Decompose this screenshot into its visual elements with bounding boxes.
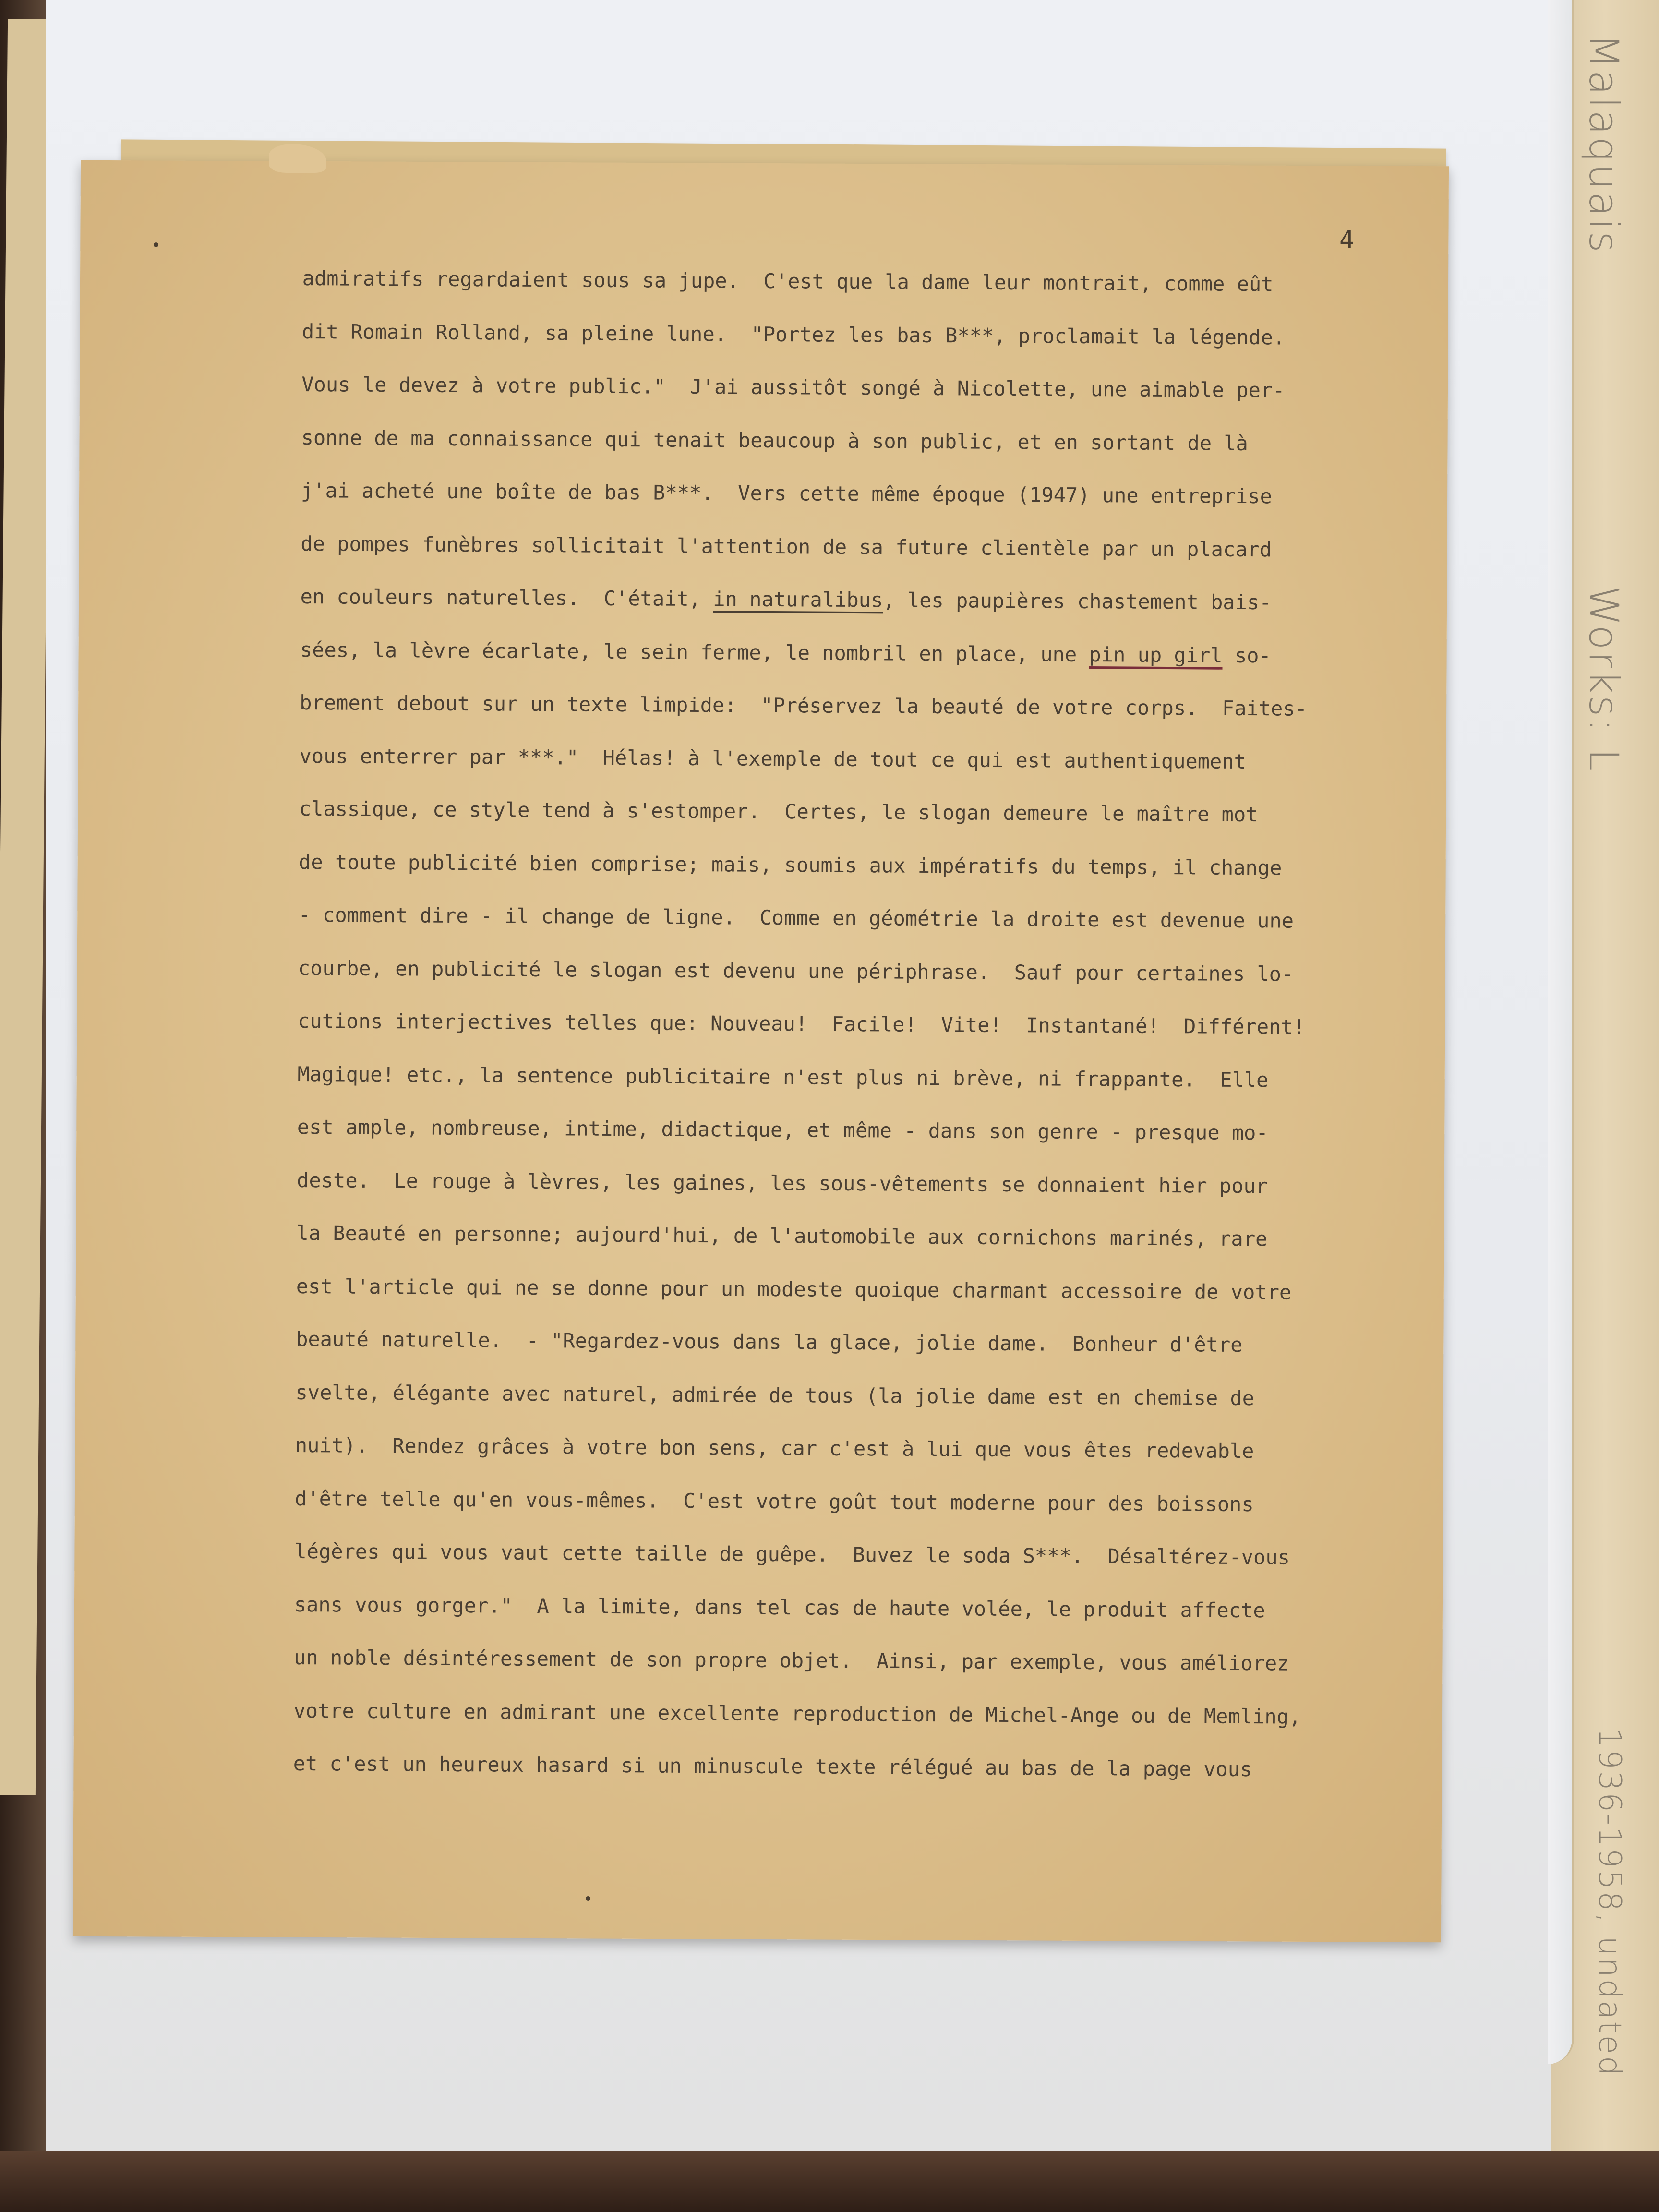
underlined-phrase: pin up girl: [1089, 642, 1223, 667]
text-line: j'ai acheté une boîte de bas B***. Vers cette même époque (1947) une entreprise: [301, 478, 1272, 508]
text-line: svelte, élégante avec naturel, admirée de tous (la jolie dame est en chemise de: [295, 1380, 1255, 1410]
text-line: deste. Le rouge à lèvres, les gaines, les sous-vêtements se donnaient hier pour: [297, 1168, 1268, 1198]
text-line: en couleurs naturelles. C'était, in naturalibus, les paupières chastement bais-: [300, 584, 1272, 614]
text-line: de toute publicité bien comprise; mais, soumis aux impératifs du temps, il change: [299, 850, 1282, 879]
background-bottom: [0, 2151, 1659, 2212]
text-line: sonne de ma connaissance qui tenait beaucoup à son public, et en sortant de là: [301, 425, 1249, 455]
text-line: brement debout sur un texte limpide: "Préservez la beauté de votre corps. Faites-: [300, 690, 1308, 721]
underlined-phrase: in naturalibus: [713, 587, 883, 612]
text-line: votre culture en admirant une excellente reproduction de Michel-Ange ou de Memling,: [293, 1698, 1301, 1729]
text-line: cutions interjectives telles que: Nouveau! Facile! Vite! Instantané! Différent!: [298, 1009, 1306, 1039]
paper-speck: [154, 242, 158, 247]
text-line: de pompes funèbres sollicitait l'attention de sa future clientèle par un placard: [301, 531, 1272, 561]
folder-label-dates: 1936-1958, undated: [1592, 1728, 1627, 2078]
text-line: un noble désintéressement de son propre objet. Ainsi, par exemple, vous améliorez: [293, 1645, 1289, 1675]
text-line: légères qui vous vaut cette taille de guêpe. Buvez le soda S***. Désaltérez-vous: [294, 1539, 1290, 1569]
text-line: Magique! etc., la sentence publicitaire n'est plus ni brève, ni frappante. Elle: [297, 1062, 1269, 1092]
text-line: - comment dire - il change de ligne. Comme en géométrie la droite est devenue une: [298, 902, 1294, 933]
text-line: dit Romain Rolland, sa pleine lune. "Portez les bas B***, proclamait la légende.: [301, 319, 1286, 349]
page-number: 4: [1339, 226, 1355, 254]
text-line: courbe, en publicité le slogan est devenu une périphrase. Sauf pour certaines lo-: [298, 956, 1294, 986]
folder-label-name: Malaquais: [1580, 34, 1627, 254]
paper-speck: [586, 1896, 590, 1901]
text-line: nuit). Rendez grâces à votre bon sens, car c'est à lui que vous êtes redevable: [295, 1433, 1254, 1463]
text-line: la Beauté en personne; aujourd'hui, de l'automobile aux cornichons marinés, rare: [296, 1221, 1268, 1251]
text-line: est ample, nombreuse, intime, didactique, et même - dans son genre - presque mo-: [297, 1115, 1268, 1145]
text-line: beauté naturelle. - "Regardez-vous dans la glace, jolie dame. Bonheur d'être: [296, 1327, 1243, 1357]
text-line: classique, ce style tend à s'estomper. Certes, le slogan demeure le maître mot: [299, 796, 1258, 827]
text-line: d'être telle qu'en vous-mêmes. C'est votre goût tout moderne pour des boissons: [294, 1486, 1254, 1516]
text-line: et c'est un heureux hasard si un minuscule texte rélégué au bas de la page vous: [293, 1751, 1252, 1781]
text-line: sées, la lèvre écarlate, le sein ferme, le nombril en place, une pin up girl so-: [300, 637, 1271, 667]
folder-label-series: Works: L: [1580, 586, 1627, 773]
folder-divider-edge: [1548, 0, 1574, 2064]
text-line: vous enterrer par ***." Hélas! à l'exemple de tout ce qui est authentiquement: [299, 744, 1247, 773]
text-line: est l'article qui ne se donne pour un modeste quoique charmant accessoire de votre: [296, 1274, 1292, 1304]
text-line: sans vous gorger." A la limite, dans tel cas de haute volée, le produit affecte: [294, 1592, 1265, 1622]
text-line: admiratifs regardaient sous sa jupe. C'est que la dame leur montrait, comme eût: [302, 266, 1274, 296]
text-line: Vous le devez à votre public." J'ai aussitôt songé à Nicolette, une aimable per-: [301, 372, 1285, 402]
typed-text-body: [293, 252, 1445, 1797]
